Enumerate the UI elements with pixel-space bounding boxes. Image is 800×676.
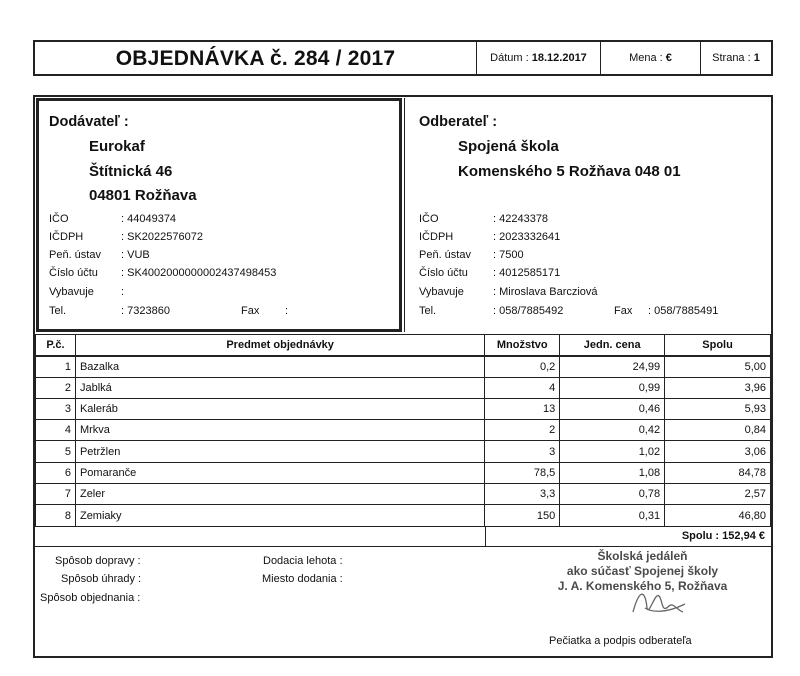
order-page: [701, 42, 771, 74]
row-no: 1: [36, 356, 76, 377]
row-item: Mrkva: [75, 420, 484, 441]
currency-label: Mena :: [629, 52, 663, 64]
order-method-label: Spôsob objednania :: [40, 592, 141, 604]
date-label: Dátum :: [490, 52, 529, 64]
row-no: 6: [36, 462, 76, 483]
stamp-line-1: Školská jedáleň: [597, 549, 688, 563]
supplier-fax-value: :: [285, 305, 289, 317]
row-total: 84,78: [665, 462, 771, 483]
supplier-icdph-value: : SK2022576072: [121, 231, 203, 243]
row-qty: 2: [485, 420, 560, 441]
customer-fax-value: : 058/7885491: [648, 305, 719, 317]
items-table: [35, 334, 771, 527]
customer-bank-label: Peň. ústav: [419, 249, 471, 261]
row-qty: 4: [485, 377, 560, 398]
payment-label: Spôsob úhrady :: [61, 573, 142, 585]
row-item: Kaleráb: [75, 398, 484, 419]
col-header-total: Spolu: [665, 335, 771, 356]
customer-tel-value: : 058/7885492: [493, 305, 564, 317]
col-header-price: Jedn. cena: [560, 335, 665, 356]
row-price: 0,78: [560, 484, 665, 505]
row-price: 0,42: [560, 420, 665, 441]
supplier-icdph-label: IČDPH: [49, 231, 84, 243]
row-qty: 78,5: [485, 462, 560, 483]
row-total: 0,84: [665, 420, 771, 441]
col-header-no: P.č.: [36, 335, 76, 356]
row-no: 5: [36, 441, 76, 462]
row-price: 1,08: [560, 462, 665, 483]
customer-address: Komenského 5 Rožňava 048 01: [458, 163, 681, 180]
customer-fax-label: Fax: [614, 305, 633, 317]
row-qty: 3,3: [485, 484, 560, 505]
table-row: [36, 356, 771, 377]
signature-scribble: [625, 582, 695, 622]
table-row: [36, 398, 771, 419]
grand-total: [485, 526, 771, 546]
order-header: [33, 40, 773, 76]
currency-value: €: [665, 52, 672, 64]
supplier-bank-label: Peň. ústav: [49, 249, 101, 261]
row-qty: 150: [485, 505, 560, 526]
row-item: Pomaranče: [75, 462, 484, 483]
row-item: Zemiaky: [75, 505, 484, 526]
supplier-ico-label: IČO: [49, 213, 69, 225]
customer-bank-value: : 7500: [493, 249, 524, 261]
customer-account-value: : 4012585171: [493, 267, 561, 279]
row-qty: 13: [485, 398, 560, 419]
grand-total-value: 152,94 €: [722, 530, 765, 542]
supplier-ico-value: : 44049374: [121, 213, 177, 225]
col-header-qty: Množstvo: [485, 335, 560, 356]
supplier-account-label: Číslo účtu: [49, 267, 98, 279]
customer-ico-value: : 42243378: [493, 213, 549, 225]
row-total: 46,80: [665, 505, 771, 526]
row-no: 7: [36, 484, 76, 505]
row-item: Bazalka: [75, 356, 484, 377]
row-total: 3,06: [665, 441, 771, 462]
row-no: 2: [36, 377, 76, 398]
supplier-contact-label: Vybavuje: [49, 286, 94, 298]
signature-label: Pečiatka a podpis odberateľa: [549, 635, 692, 647]
order-date: [477, 42, 601, 74]
row-price: 24,99: [560, 356, 665, 377]
table-header-row: [36, 335, 771, 356]
supplier-street: Štítnická 46: [89, 163, 173, 180]
supplier-contact-value: :: [121, 286, 125, 298]
customer-account-label: Číslo účtu: [419, 267, 468, 279]
table-row: [36, 505, 771, 526]
order-title: OBJEDNÁVKA č. 284 / 2017: [35, 42, 477, 74]
col-header-item: Predmet objednávky: [75, 335, 484, 356]
supplier-account-value: : SK4002000000002437498453: [121, 267, 277, 279]
row-item: Zeler: [75, 484, 484, 505]
supplier-tel-label: Tel.: [49, 305, 67, 317]
footer-divider: [35, 546, 771, 547]
customer-ico-label: IČO: [419, 213, 439, 225]
customer-contact-value: : Miroslava Barcziová: [493, 286, 598, 298]
row-no: 3: [36, 398, 76, 419]
row-total: 5,93: [665, 398, 771, 419]
row-total: 3,96: [665, 377, 771, 398]
delivery-place-label: Miesto dodania :: [262, 573, 343, 585]
row-no: 4: [36, 420, 76, 441]
supplier-fax-label: Fax: [241, 305, 260, 317]
table-row: [36, 441, 771, 462]
customer-icdph-value: : 2023332641: [493, 231, 561, 243]
row-no: 8: [36, 505, 76, 526]
row-total: 2,57: [665, 484, 771, 505]
stamp-line-2: ako súčasť Spojenej školy: [566, 564, 719, 578]
row-item: Jablká: [75, 377, 484, 398]
transport-label: Spôsob dopravy :: [55, 555, 141, 567]
supplier-city: 04801 Rožňava: [89, 187, 197, 204]
supplier-name: Eurokaf: [89, 138, 145, 155]
delivery-term-label: Dodacia lehota :: [263, 555, 343, 567]
table-row: [36, 377, 771, 398]
page-value: 1: [753, 52, 760, 64]
page-label: Strana :: [712, 52, 751, 64]
row-price: 1,02: [560, 441, 665, 462]
table-row: [36, 420, 771, 441]
customer-icdph-label: IČDPH: [419, 231, 454, 243]
stamp-line-3: J. A. Komenského 5, Rožňava: [557, 579, 728, 593]
table-row: [36, 484, 771, 505]
date-value: 18.12.2017: [531, 52, 587, 64]
customer-contact-label: Vybavuje: [419, 286, 464, 298]
supplier-tel-value: : 7323860: [121, 305, 170, 317]
row-qty: 0,2: [485, 356, 560, 377]
row-price: 0,99: [560, 377, 665, 398]
row-price: 0,46: [560, 398, 665, 419]
order-currency: [601, 42, 701, 74]
row-total: 5,00: [665, 356, 771, 377]
customer-name: Spojená škola: [458, 138, 559, 155]
row-item: Petržlen: [75, 441, 484, 462]
table-row: [36, 462, 771, 483]
grand-total-label: Spolu :: [681, 530, 720, 542]
row-qty: 3: [485, 441, 560, 462]
customer-tel-label: Tel.: [419, 305, 437, 317]
row-price: 0,31: [560, 505, 665, 526]
supplier-bank-value: : VUB: [121, 249, 150, 261]
supplier-label: Dodávateľ :: [49, 114, 129, 130]
customer-label: Odberateľ :: [419, 114, 498, 130]
